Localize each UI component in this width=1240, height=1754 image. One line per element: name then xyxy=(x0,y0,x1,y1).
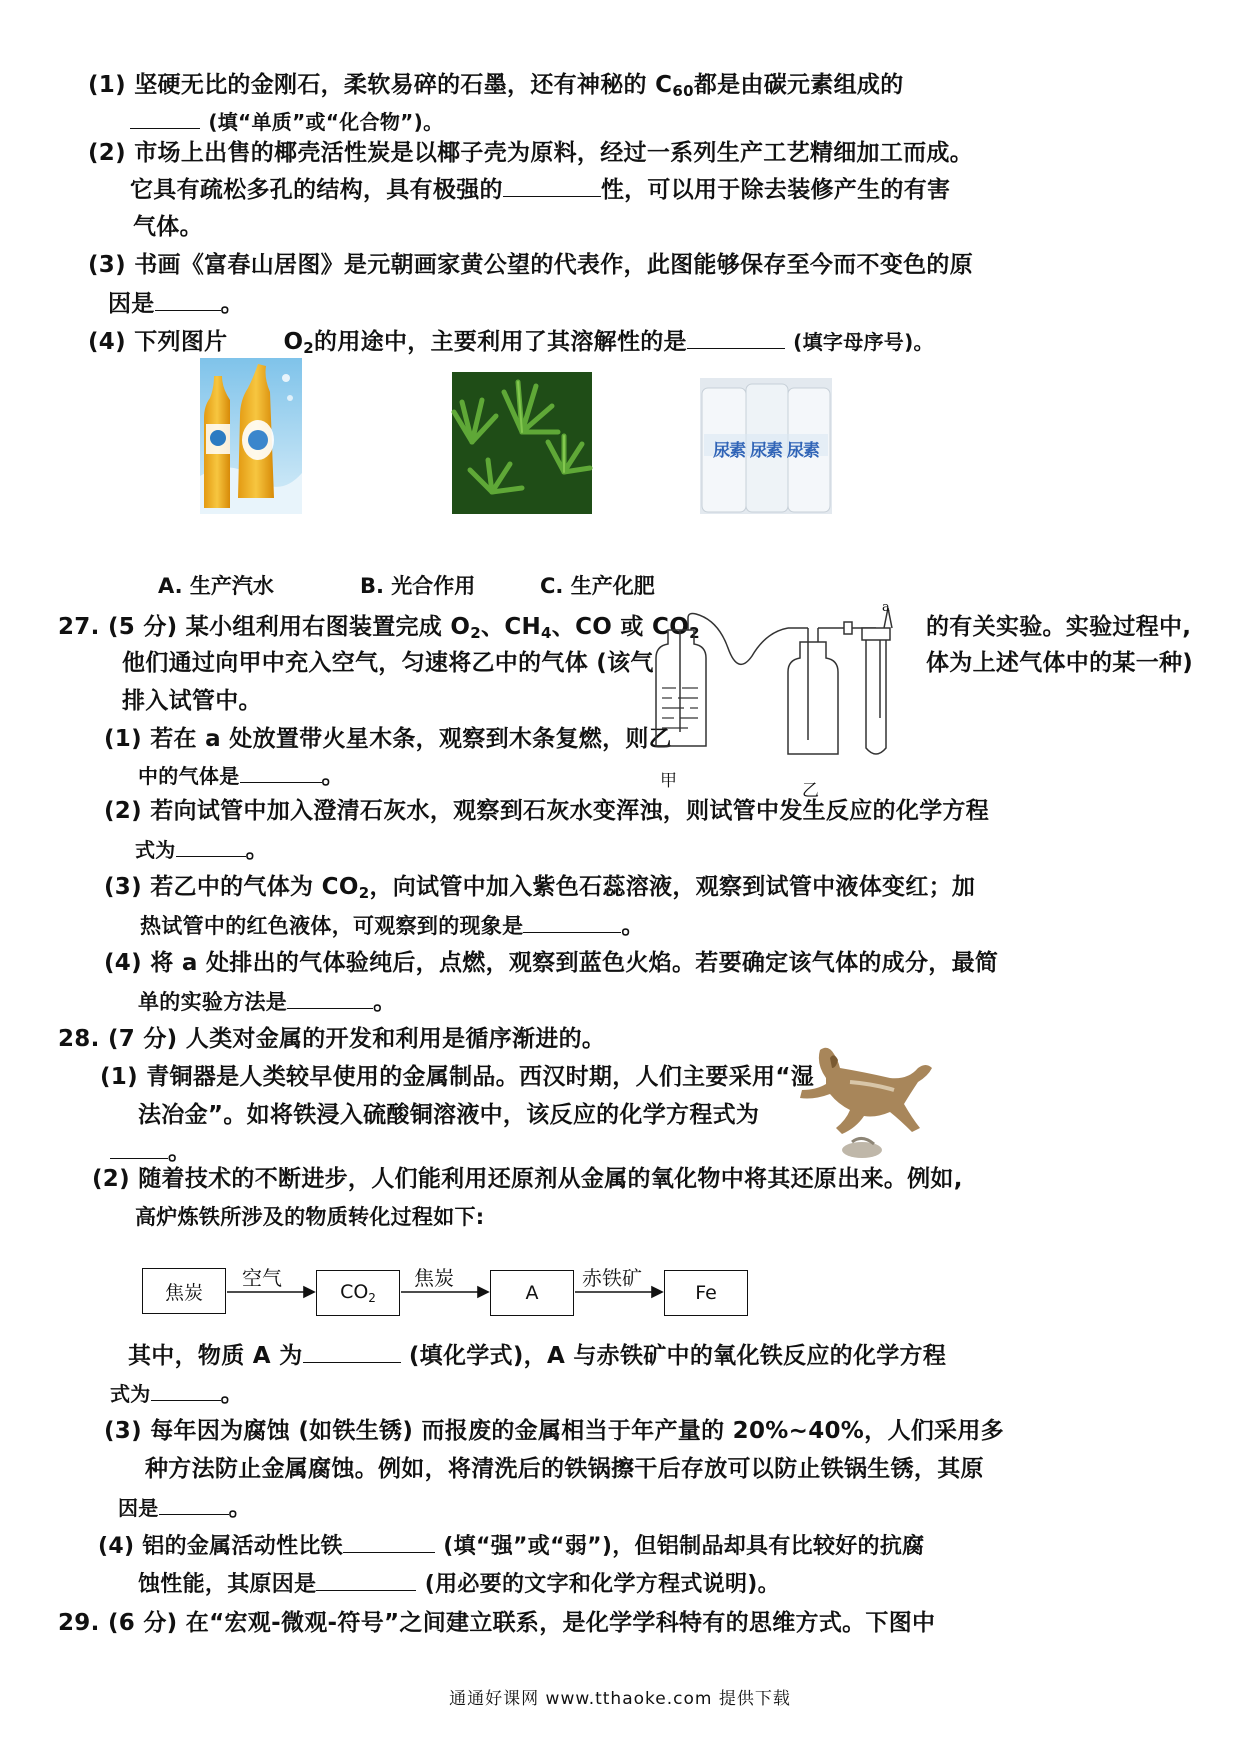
answer-blank[interactable] xyxy=(159,1492,229,1515)
answer-blank[interactable] xyxy=(687,326,785,349)
q29-title: 29. (6 分) 在“宏观-微观-符号”之间建立联系，是化学学科特有的思维方式。下图中 xyxy=(58,1610,936,1636)
q27-part4-text-b: 单的实验方法是 xyxy=(138,990,288,1014)
q28-part1-text-c: 。 xyxy=(168,1139,192,1165)
page-footer: 通通好课网 www.tthaoke.com 提供下载 xyxy=(449,1689,791,1709)
answer-blank[interactable] xyxy=(151,1378,221,1401)
fertilizer-bags-image xyxy=(700,378,832,514)
q27-part3-line2 xyxy=(140,910,645,941)
flow-box-a-label: A xyxy=(525,1282,539,1304)
answer-blank[interactable] xyxy=(316,1568,416,1591)
q27-line3 xyxy=(122,686,262,716)
q28-part3-text-c: 因是 xyxy=(118,1496,159,1520)
q27-part3-text-a: (3) 若乙中的气体为 CO xyxy=(104,874,359,900)
answer-blank[interactable] xyxy=(287,986,373,1009)
q27-part3-line1 xyxy=(104,872,975,908)
subscript: 2 xyxy=(368,1291,376,1305)
answer-blank[interactable] xyxy=(343,1530,435,1553)
q27-part2-line1 xyxy=(104,796,989,826)
q27-title-right xyxy=(926,612,1191,642)
q26-part2-line1 xyxy=(88,138,973,168)
q27-line2-text-a: 他们通过向甲中充入空气，匀速将乙中的气体 (该气 xyxy=(122,650,654,676)
q26-part2-text-d: 气体。 xyxy=(133,214,203,240)
flow-box-coke-label: 焦炭 xyxy=(164,1281,203,1304)
q27-part1-text-b: 中的气体是 xyxy=(138,764,240,788)
q28-part2-text-f: 。 xyxy=(220,1381,244,1407)
q27-title-text-a: 27. (5 分) 某小组利用右图装置完成 O xyxy=(58,614,471,640)
q27-part2-text-c: 。 xyxy=(245,837,269,863)
q27-title-text-d: 的有关实验。实验过程中, xyxy=(926,614,1192,640)
subscript: 2 xyxy=(358,884,370,902)
q26-part1-text-b: 都是由碳元素组成的 xyxy=(693,72,904,98)
flow-box-co2 xyxy=(316,1270,400,1316)
q28-part2-line1 xyxy=(92,1164,963,1194)
q28-part4-text-d: (用必要的文字和化学方程式说明)。 xyxy=(424,1572,780,1597)
flow-arrow-label-hematite: 赤铁矿 xyxy=(582,1266,642,1290)
q26-part2-line2 xyxy=(130,174,950,205)
q26-part1-line2 xyxy=(130,106,443,137)
q28-part2-line3 xyxy=(128,1340,946,1371)
q26-part1-text-c: (填“单质”或“化合物”)。 xyxy=(208,110,444,134)
q27-part3-text-c: 热试管中的红色液体，可观察到的现象是 xyxy=(140,914,524,938)
subscript: 2 xyxy=(470,624,482,642)
q28-part1-line1 xyxy=(100,1062,814,1092)
flow-box-fe-label: Fe xyxy=(695,1282,717,1304)
gas-apparatus-diagram xyxy=(648,600,916,778)
option-c-label: C. 生产化肥 xyxy=(540,574,655,598)
label-a: a xyxy=(882,600,890,615)
q27-title-text-b: 、CH xyxy=(481,614,542,640)
q27-part4-text-c: 。 xyxy=(373,989,397,1015)
q27-part1-text-c: 。 xyxy=(321,763,345,789)
option-a-label: A. 生产汽水 xyxy=(158,574,274,598)
q26-part2-line3 xyxy=(133,212,203,242)
q27-part3-text-d: 。 xyxy=(621,913,645,939)
answer-blank[interactable] xyxy=(240,760,322,783)
q26-part2-text-c: 性，可以用于除去装修产生的有害 xyxy=(600,177,951,203)
answer-blank[interactable] xyxy=(176,834,246,857)
q26-part3-text-c: 。 xyxy=(220,291,244,317)
q27-part1-line2 xyxy=(138,760,345,791)
fertilizer-bag-label: 尿素 尿素 尿素 xyxy=(713,441,819,461)
q26-part1-subscript: 60 xyxy=(672,82,694,100)
flow-co2-text: CO xyxy=(340,1281,369,1303)
q28-part2-line4 xyxy=(110,1378,244,1409)
q27-line3-text: 排入试管中。 xyxy=(122,688,262,714)
flow-arrow-label-coke: 焦炭 xyxy=(414,1266,454,1290)
answer-blank[interactable] xyxy=(110,1136,168,1159)
flow-box-fe xyxy=(664,1270,748,1316)
subscript: 4 xyxy=(541,624,552,642)
q27-line2 xyxy=(122,648,654,678)
q28-part2-text-b: 高炉炼铁所涉及的物质转化过程如下: xyxy=(135,1205,485,1229)
q28-part4-line1 xyxy=(98,1530,924,1562)
q28-part4-line2 xyxy=(138,1568,780,1600)
q28-part4-text-c: 蚀性能，其原因是 xyxy=(138,1572,317,1597)
q28-part3-text-b: 种方法防止金属腐蚀。例如，将清洗后的铁锅擦干后存放可以防止铁锅生锈，其原 xyxy=(145,1456,984,1482)
q27-part4-text-a: (4) 将 a 处排出的气体验纯后，点燃，观察到蓝色火焰。若要确定该气体的成分，最简 xyxy=(104,950,999,976)
q28-part2-text-a: (2) 随着技术的不断进步，人们能利用还原剂从金属的氧化物中将其还原出来。例如, xyxy=(92,1166,963,1192)
q26-part1-line1 xyxy=(88,70,904,106)
answer-blank[interactable] xyxy=(503,174,601,197)
option-b-label: B. 光合作用 xyxy=(360,574,476,598)
q28-part3-line2 xyxy=(145,1454,984,1484)
q26-part4-text-b: O xyxy=(283,329,304,355)
green-leaves-image xyxy=(452,372,592,514)
q27-part2-text-a: (2) 若向试管中加入澄清石灰水，观察到石灰水变浑浊，则试管中发生反应的化学方程 xyxy=(104,798,990,824)
q27-part1-line1 xyxy=(104,724,672,754)
answer-blank[interactable] xyxy=(303,1340,401,1363)
q27-part2-line2 xyxy=(135,834,269,865)
q28-part3-line3 xyxy=(118,1492,252,1523)
q28-part2-text-d: (填化学式)，A 与赤铁矿中的氧化铁反应的化学方程 xyxy=(408,1343,947,1369)
q28-part1-line2 xyxy=(138,1100,759,1130)
q28-title: 28. (7 分) 人类对金属的开发和利用是循序渐进的。 xyxy=(58,1026,606,1052)
q26-part4-subscript: 2 xyxy=(303,339,315,357)
q26-part4-text-c: 的用途中，主要利用了其溶解性的是 xyxy=(314,329,687,355)
q28-part3-line1 xyxy=(104,1416,1004,1446)
q28-part3-text-d: 。 xyxy=(228,1495,252,1521)
q28-title-line xyxy=(58,1024,605,1054)
flow-arrow-label-air: 空气 xyxy=(242,1266,282,1290)
answer-blank[interactable] xyxy=(130,106,200,129)
q26-part1-text-a: (1) 坚硬无比的金刚石，柔软易碎的石墨，还有神秘的 C xyxy=(88,72,673,98)
q26-part3-text-b: 因是 xyxy=(108,291,155,317)
q26-part2-text-b: 它具有疏松多孔的结构，具有极强的 xyxy=(130,177,503,203)
q28-part2-line2 xyxy=(135,1202,485,1232)
flow-box-co2-label xyxy=(340,1281,376,1305)
q27-title-text-c: 、CO 或 CO xyxy=(551,614,690,640)
q27-part4-line1 xyxy=(104,948,998,978)
q28-part2-text-c: 其中，物质 A 为 xyxy=(128,1343,303,1369)
q27-part3-text-b: ，向试管中加入紫色石蕊溶液，观察到试管中液体变红；加 xyxy=(369,874,976,900)
soda-bottles-image xyxy=(200,358,302,514)
q28-part3-text-a: (3) 每年因为腐蚀 (如铁生锈) 而报废的金属相当于年产量的 20%~40%，人们采用多 xyxy=(104,1418,1004,1444)
answer-blank[interactable] xyxy=(155,288,221,311)
q28-part4-text-a: (4) 铝的金属活动性比铁 xyxy=(98,1534,343,1559)
q28-part2-text-e: 式为 xyxy=(110,1382,151,1406)
q28-part1-text-b: 法冶金”。如将铁浸入硫酸铜溶液中，该反应的化学方程式为 xyxy=(138,1102,760,1128)
q26-part3-text-a: (3) 书画《富春山居图》是元朝画家黄公望的代表作，此图能够保存至今而不变色的原 xyxy=(88,252,974,278)
bronze-horse-image xyxy=(790,1038,940,1166)
answer-blank[interactable] xyxy=(523,910,621,933)
q28-part4-text-b: (填“强”或“弱”)，但铝制品却具有比较好的抗腐 xyxy=(443,1534,925,1559)
q29-title-line xyxy=(58,1608,935,1638)
q26-part2-text-a: (2) 市场上出售的椰壳活性炭是以椰子壳为原料，经过一系列生产工艺精细加工而成。 xyxy=(88,140,974,166)
q27-part4-line2 xyxy=(138,986,396,1017)
subscript: 2 xyxy=(689,624,700,642)
q26-part4-text-d: (填字母序号)。 xyxy=(793,330,934,354)
label-jia: 甲 xyxy=(660,771,677,791)
q27-line2-text-b: 体为上述气体中的某一种) xyxy=(926,650,1194,676)
q26-part4-text-a: (4) 下列图片 xyxy=(88,329,228,355)
flow-box-a xyxy=(490,1270,574,1316)
q26-part3-line1 xyxy=(88,250,973,280)
q27-line2-right xyxy=(926,648,1193,678)
flow-box-coke xyxy=(142,1268,226,1314)
label-yi: 乙 xyxy=(802,781,819,801)
q27-title-line xyxy=(58,612,700,648)
q28-part1-line3 xyxy=(110,1136,191,1167)
q27-part2-text-b: 式为 xyxy=(135,838,176,862)
q26-part3-line2 xyxy=(108,288,244,319)
q28-part1-text-a: (1) 青铜器是人类较早使用的金属制品。西汉时期，人们主要采用“湿 xyxy=(100,1064,815,1090)
q27-part1-text-a: (1) 若在 a 处放置带火星木条，观察到木条复燃，则乙 xyxy=(104,726,672,752)
